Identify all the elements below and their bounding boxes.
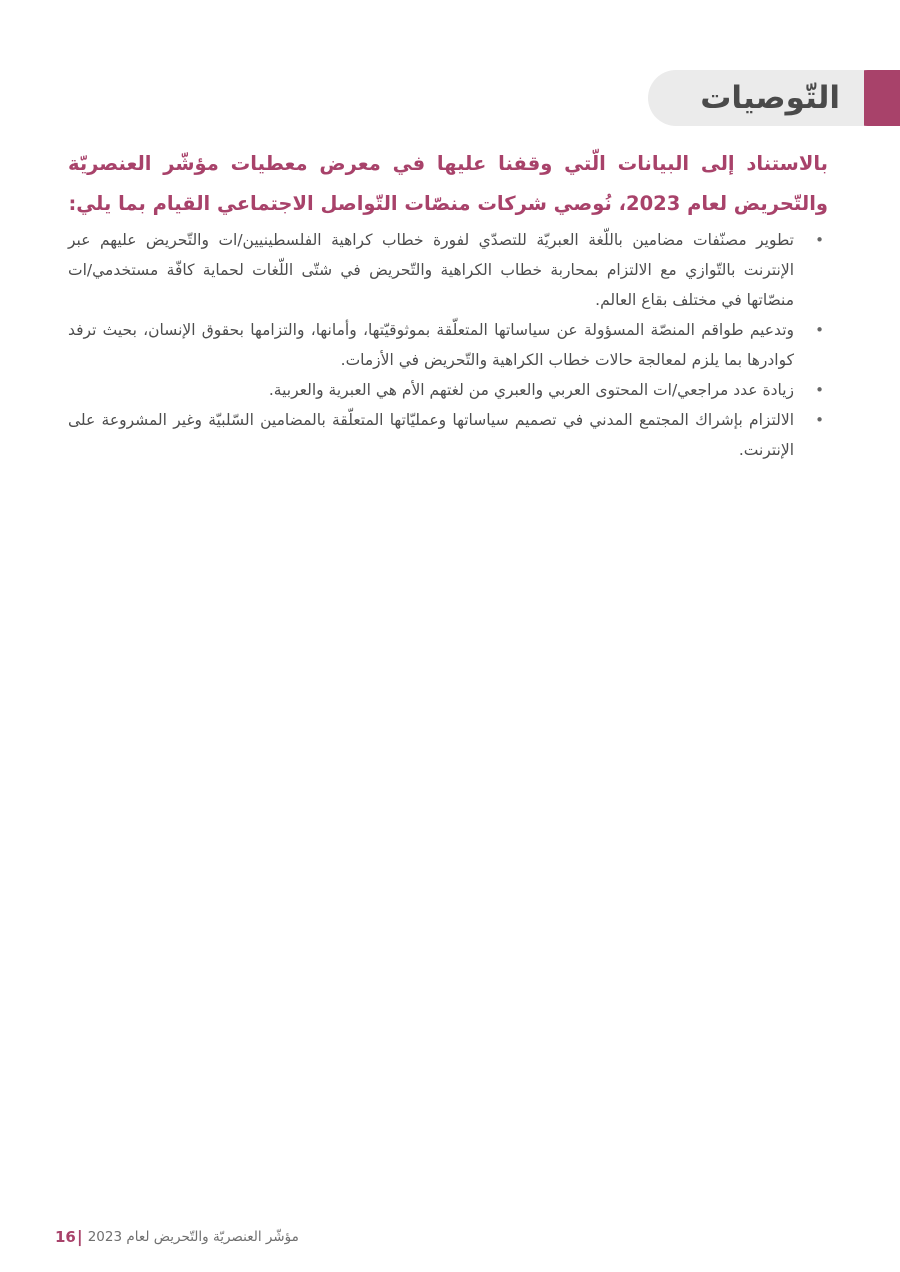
list-item-text: تطوير مصنّفات مضامين باللّغة العبريّة للتصدّي لفورة خطاب كراهية الفلسطينيين/ات والتّحريض عليهم عبر الإنترنت بالتّوازي مع الالتزام بمحاربة خطاب الكراهية والتّحريض في شتّى اللّغات لحماية كافّة مستخدمي/ات منصّاتها في مختلف بقاع العالم. bbox=[68, 231, 794, 309]
intro-paragraph: بالاستناد إلى البيانات الّتي وقفنا عليها في معرض معطيات مؤشّر العنصريّة والتّحريض لعام 2023، نُوصي شركات منصّات التّواصل الاجتماعي القيام بما يلي: bbox=[68, 152, 828, 215]
list-item bbox=[68, 405, 828, 465]
page-title: التّوصيات bbox=[700, 80, 840, 116]
list-item-text: الالتزام بإشراك المجتمع المدني في تصميم سياساتها وعمليّاتها المتعلّقة بالمضامين السّلبيّة وغير المشروعة على الإنترنت. bbox=[68, 411, 794, 459]
bullet-icon: • bbox=[815, 381, 824, 399]
section-heading bbox=[642, 70, 900, 126]
list-item bbox=[68, 375, 828, 405]
footer-separator: | bbox=[76, 1227, 83, 1246]
list-item-text: زيادة عدد مراجعي/ات المحتوى العربي والعبري من لغتهم الأم هي العبرية والعربية. bbox=[268, 381, 794, 399]
recommendations-list bbox=[68, 225, 828, 465]
page-footer bbox=[55, 1227, 299, 1246]
page-number: 16 bbox=[55, 1227, 76, 1246]
bullet-icon: • bbox=[815, 411, 824, 429]
heading-pill bbox=[648, 70, 864, 126]
list-item-text: وتدعيم طواقم المنصّة المسؤولة عن سياساتها المتعلّقة بموثوقيّتها، وأمانها، والتزامها بحقوق الإنسان، بحيث ترفد كوادرها بما يلزم لمعالجة حالات خطاب الكراهية والتّحريض في الأزمات. bbox=[68, 321, 794, 369]
bullet-icon: • bbox=[815, 321, 824, 339]
list-item bbox=[68, 315, 828, 375]
bullet-icon: • bbox=[815, 231, 824, 249]
list-item bbox=[68, 225, 828, 315]
footer-title: مؤشّر العنصريّة والتّحريض لعام 2023 bbox=[87, 1228, 299, 1245]
